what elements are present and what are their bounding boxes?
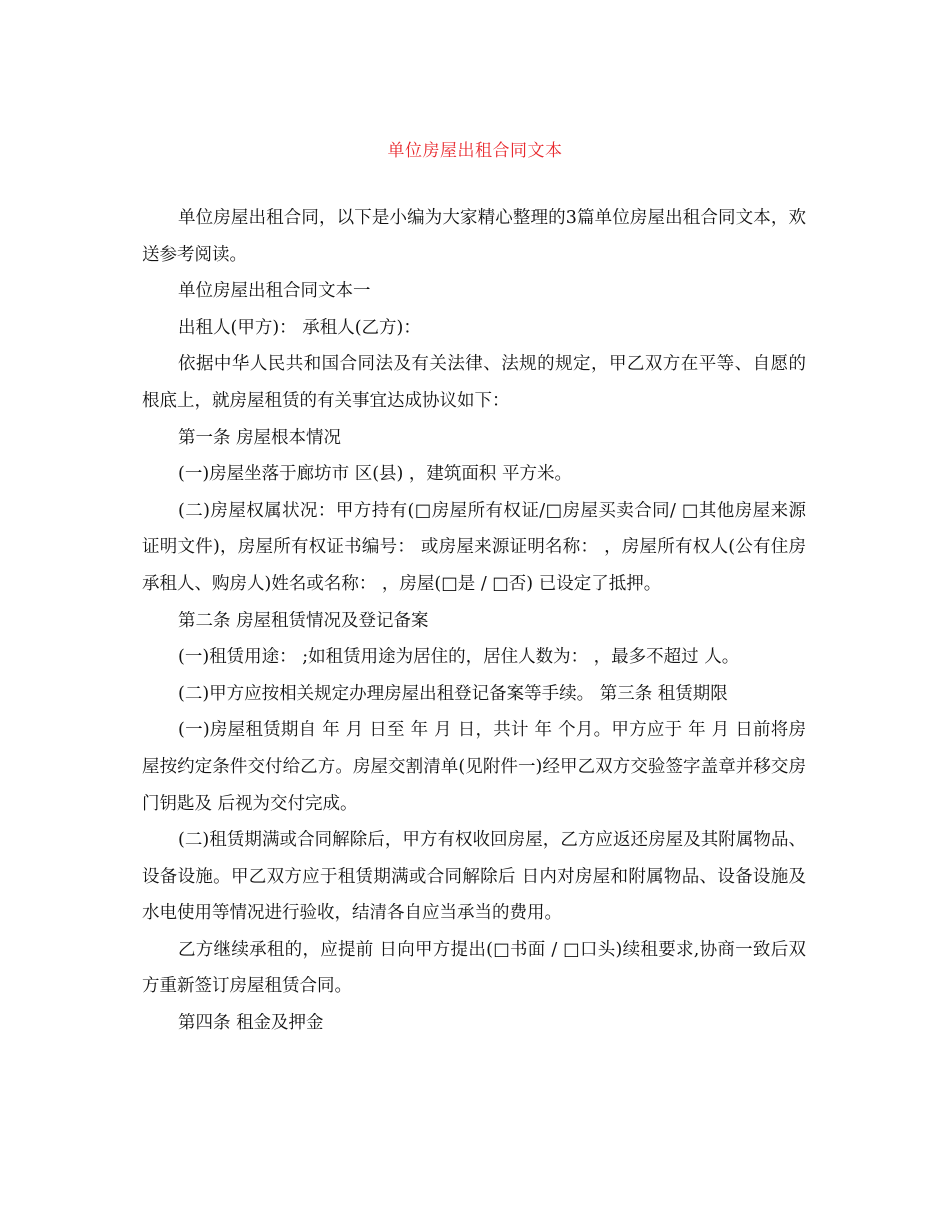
paragraph-article-2-item-1: (一)租赁用途： ;如租赁用途为居住的，居住人数为： ，最多不超过 人。: [178, 647, 740, 668]
paragraph-article-2-item-2: (二)甲方应按相关规定办理房屋出租登记备案等手续。 第三条 租赁期限: [178, 683, 728, 704]
paragraph-article-1: 第一条 房屋根本情况: [178, 427, 342, 448]
paragraph-article-3-item-2: (二)租赁期满或合同解除后，甲方有权收回房屋，乙方应返还房屋及其附属物品、设备设施。甲乙双方应于租赁期满或合同解除后 日内对房屋和附属物品、设备设施及水电使用等情况进行验收，结清各自应当承当的费用。: [142, 830, 806, 924]
document-body: [142, 200, 806, 1042]
paragraph-article-4: 第四条 租金及押金: [178, 1013, 324, 1034]
paragraph-parties: 出租人(甲方)： 承租人(乙方)：: [178, 317, 421, 338]
document-title: 单位房屋出租合同文本: [387, 141, 563, 161]
paragraph-intro: 单位房屋出租合同，以下是小编为大家精心整理的3篇单位房屋出租合同文本，欢送参考阅读。: [142, 208, 806, 265]
paragraph-renewal: 乙方继续承租的，应提前 日向甲方提出(□书面 / □口头)续租要求,协商一致后双方重新签订房屋租赁合同。: [142, 939, 806, 997]
paragraph-basis: 依据中华人民共和国合同法及有关法律、法规的规定，甲乙双方在平等、自愿的根底上，就房屋租赁的有关事宜达成协议如下：: [142, 354, 806, 411]
paragraph-article-1-item-1: (一)房屋坐落于廊坊市 区(县) ，建筑面积 平方米。: [178, 464, 572, 485]
paragraph-article-3-item-1: (一)房屋租赁期自 年 月 日至 年 月 日，共计 年 个月。甲方应于 年 月 日前将房屋按约定条件交付给乙方。房屋交割清单(见附件一)经甲乙双方交验签字盖章并移交房门钥匙及 后视为交付完成。: [142, 720, 806, 814]
paragraph-article-1-item-2: (二)房屋权属状况：甲方持有(□房屋所有权证/□房屋买卖合同/ □其他房屋来源证明文件)，房屋所有权证书编号： 或房屋来源证明名称： ，房屋所有权人(公有住房承租人、购房人)姓名或名称： ，房屋(□是 / □否) 已设定了抵押。: [142, 500, 806, 594]
paragraph-section-heading: 单位房屋出租合同文本一: [178, 281, 371, 302]
paragraph-article-2: 第二条 房屋租赁情况及登记备案: [178, 610, 429, 631]
